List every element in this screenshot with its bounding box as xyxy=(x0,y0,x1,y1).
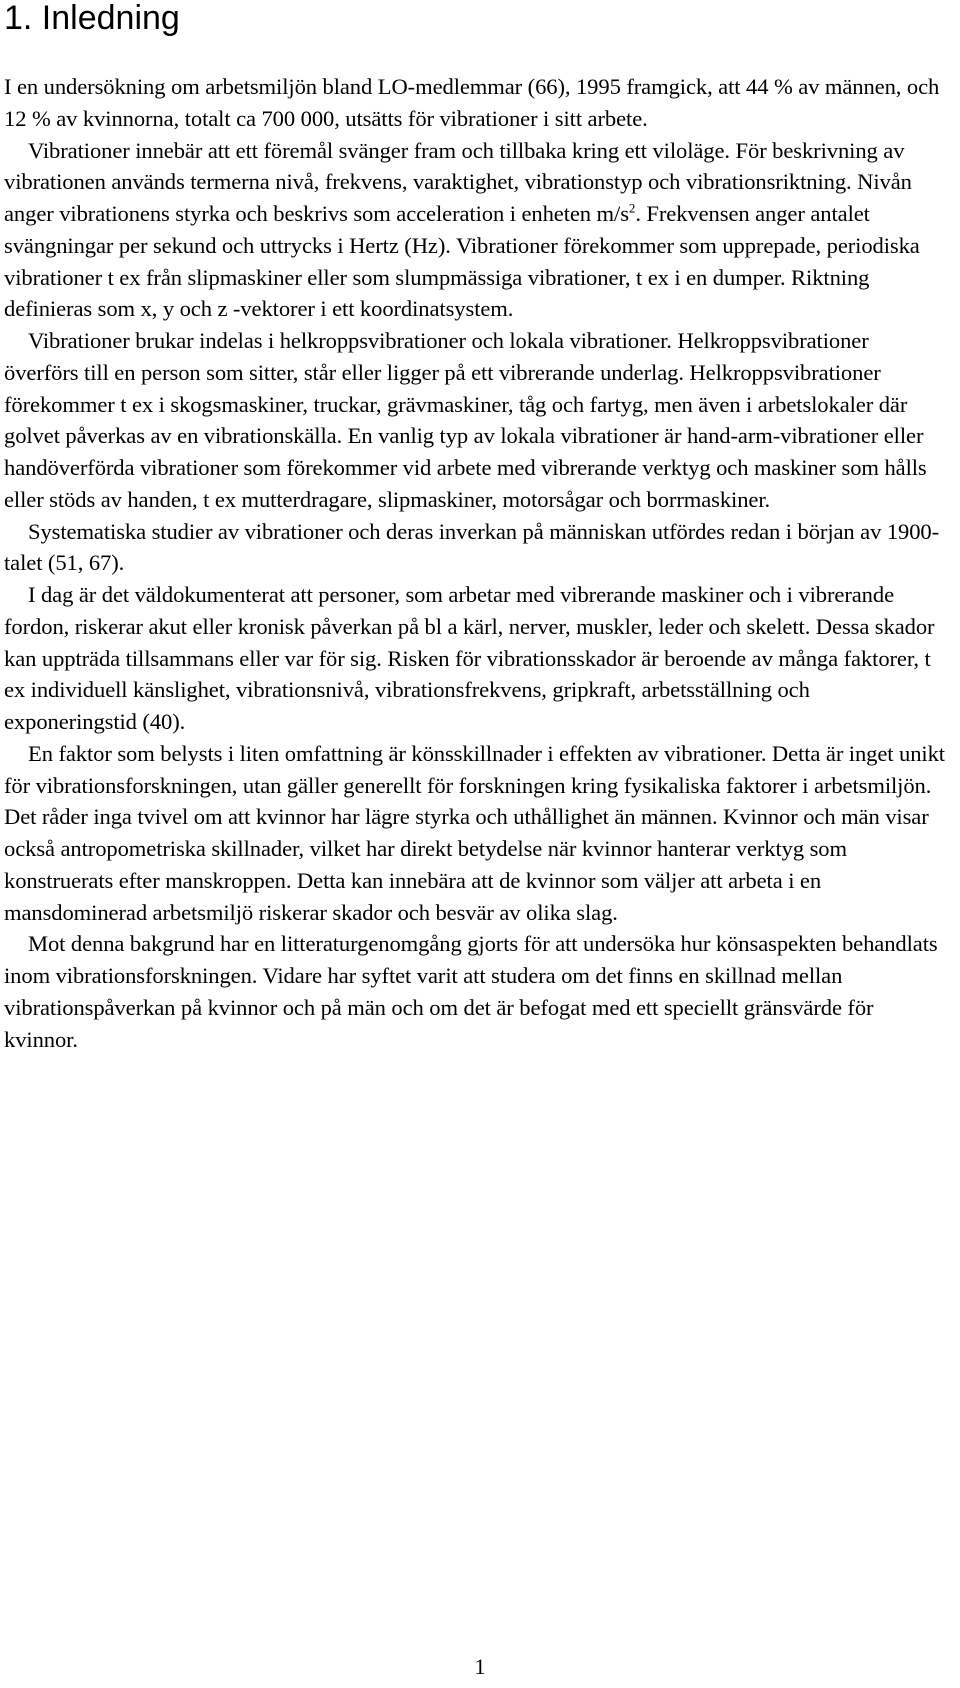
paragraph-vibration-definition xyxy=(4,135,948,326)
paragraph-vibration-types: Vibrationer brukar indelas i helkroppsvibrationer och lokala vibrationer. Helkroppsvibrationer överförs till en person som sitter, står eller ligger på ett vibrerande underlag. Helkroppsvibrationer förekommer t ex i skogsmaskiner, truckar, grävmaskiner, tåg och fartyg, men även i arbetslokaler där golvet påverkas av en vibrationskälla. En vanlig typ av lokala vibrationer är hand-arm-vibrationer eller handöverförda vibrationer som förekommer vid arbete med vibrerande verktyg och maskiner som hålls eller stöds av handen, t ex mutterdragare, slipmaskiner, motorsågar och borrmaskiner. xyxy=(4,328,927,512)
paragraph-lo-survey: I en undersökning om arbetsmiljön bland LO-medlemmar (66), 1995 framgick, att 44 % av männen, och 12 % av kvinnorna, totalt ca 700 000, utsätts för vibrationer i sitt arbete. xyxy=(4,74,940,131)
section-heading: 1. Inledning xyxy=(4,0,180,37)
paragraph-vibration-definition-part2: . Frekvensen anger antalet svängningar per sekund och uttrycks i Hertz (Hz). Vibrationer förekommer som upprepade, periodiska vibrationer t ex från slipmaskiner eller som slumpmässiga vibrationer, t ex i en dumper. Riktning definieras som x, y och z -vektorer i ett koordinatsystem. xyxy=(4,201,920,322)
paragraph-vibration-definition-part1: Vibrationer innebär att ett föremål svänger fram och tillbaka kring ett viloläge. För beskrivning av vibrationen används termerna nivå, frekvens, varaktighet, vibrationstyp och vibrationsriktning. Nivån anger vibrationens styrka och beskrivs som acceleration i enheten m/s xyxy=(4,137,912,226)
paragraph-purpose: Mot denna bakgrund har en litteraturgenomgång gjorts för att undersöka hur könsaspekten behandlats inom vibrationsforskningen. Vidare har syftet varit att studera om det finns en skillnad mellan vibrationspåverkan på kvinnor och på män och om det är befogat med ett speciellt gränsvärde för kvinnor. xyxy=(4,931,938,1052)
page-number: 1 xyxy=(474,1654,486,1679)
paragraph-health-effects: I dag är det väldokumenterat att personer, som arbetar med vibrerande maskiner och i vibrerande fordon, riskerar akut eller kronisk påverkan på bl a kärl, nerver, muskler, leder och skelett. Dessa skador kan uppträda tillsammans eller var för sig. Risken för vibrationsskador är beroende av många faktorer, t ex individuell känslighet, vibrationsnivå, vibrationsfrekvens, gripkraft, arbetsställning och exponeringstid (40). xyxy=(4,582,935,734)
paragraph-systematic-studies: Systematiska studier av vibrationer och deras inverkan på människan utfördes redan i början av 1900-talet (51, 67). xyxy=(4,518,940,576)
superscript-two: 2 xyxy=(628,200,636,216)
body-text xyxy=(4,71,948,1055)
paragraph-gender-differences: En faktor som belysts i liten omfattning är könsskillnader i effekten av vibrationer. Detta är inget unikt för vibrationsforskningen, utan gäller generellt för forskningen kring fysikaliska faktorer i arbetsmiljön. Det råder inga tvivel om att kvinnor har lägre styrka och uthållighet än männen. Kvinnor och män visar också antropometriska skillnader, vilket har direkt betydelse när kvinnor hanterar verktyg som konstruerats efter manskroppen. Detta kan innebära att de kvinnor som väljer att arbeta i en mansdominerad arbetsmiljö riskerar skador och besvär av olika slag. xyxy=(4,740,945,925)
